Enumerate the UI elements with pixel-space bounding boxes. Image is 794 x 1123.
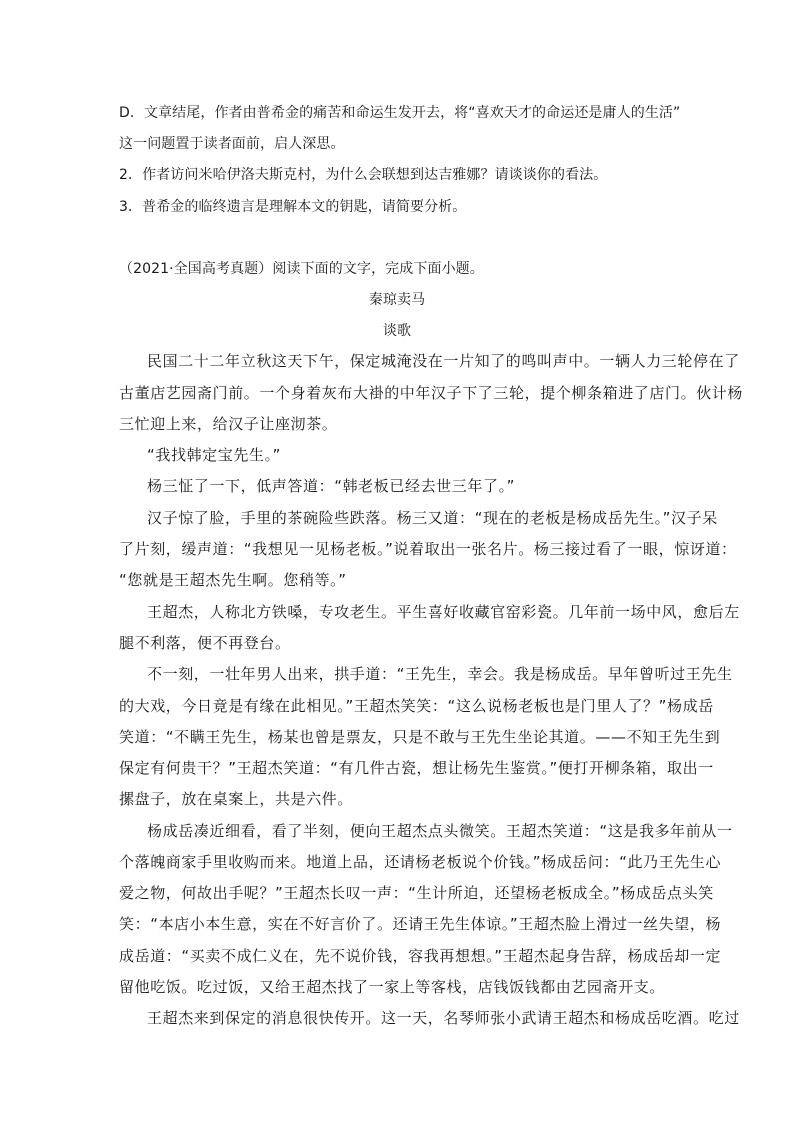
passage-line: 的大戏，今日竟是有缘在此相见。”王超杰笑笑：“这么说杨老板也是门里人了？”杨成岳 xyxy=(119,697,714,715)
option-d-line-2: 这一问题置于读者面前，启人深思。 xyxy=(119,136,345,152)
question-2: 2．作者访问米哈伊洛夫斯克村，为什么会联想到达吉雅娜？请谈谈你的看法。 xyxy=(119,167,608,183)
question-3: 3．普希金的临终遗言是理解本文的钥匙，请简要分析。 xyxy=(119,199,467,215)
passage-line: 古董店艺园斋门前。一个身着灰布大褂的中年汉子下了三轮，提个柳条箱进了店门。伙计杨 xyxy=(119,384,744,402)
passage-line: 王超杰，人称北方铁嗓，专攻老生。平生喜好收藏官窑彩瓷。几年前一场中风，愈后左 xyxy=(147,603,740,621)
passage-line: 杨成岳凑近细看，看了半刻，便向王超杰点头微笑。王超杰笑道：“这是我多年前从一 xyxy=(147,822,733,840)
passage-line: 成岳道：“买卖不成仁义在，先不说价钱，容我再想想。”王超杰起身告辞，杨成岳却一定 xyxy=(119,947,722,965)
passage-line: 个落魄商家手里收购而来。地道上品，还请杨老板说个价钱。”杨成岳问：“此乃王先生心 xyxy=(119,853,722,871)
option-d-line-1: D．文章结尾，作者由普希金的痛苦和命运生发开去，将“喜欢天才的命运还是庸人的生活” xyxy=(119,105,681,121)
passage-line: 了片刻，缓声道：“我想见一见杨老板。”说着取出一张名片。杨三接过看了一眼，惊讶道： xyxy=(119,540,737,558)
passage-line: 民国二十二年立秋这天下午，保定城淹没在一片知了的鸣叫声中。一辆人力三轮停在了 xyxy=(147,352,740,370)
passage-title: 秦琼卖马 xyxy=(368,292,426,308)
passage-line: 笑：“本店小本生意，实在不好言价了。还请王先生体谅。”王超杰脸上滑过一丝失望，杨 xyxy=(119,915,722,933)
passage-intro: （2021·全国高考真题）阅读下面的文字，完成下面小题。 xyxy=(119,261,484,277)
passage-line: 腿不利落，便不再登台。 xyxy=(119,634,291,652)
passage-line: 不一刻，一壮年男人出来，拱手道：“王先生，幸会。我是杨成岳。早年曾听过王先生 xyxy=(147,665,733,683)
passage-line: 汉子惊了脸，手里的茶碗险些跌落。杨三又道：“现在的老板是杨成岳先生。”汉子呆 xyxy=(147,509,718,527)
passage-line: 爱之物，何故出手呢？”王超杰长叹一声：“生计所迫，还望杨老板成全。”杨成岳点头笑 xyxy=(119,884,714,902)
passage-line: 留他吃饭。吃过饭，又给王超杰找了一家上等客栈，店钱饭钱都由艺园斋开支。 xyxy=(119,978,666,996)
passage-line: “我找韩定宝先生。” xyxy=(147,446,282,464)
passage-line: 笑道：“不瞒王先生，杨某也曾是票友，只是不敢与王先生坐论其道。——不知王先生到 xyxy=(119,728,721,746)
passage-line: 摞盘子，放在桌案上，共是六件。 xyxy=(119,790,354,808)
passage-line: 王超杰来到保定的消息很快传开。这一天，名琴师张小武请王超杰和杨成岳吃酒。吃过 xyxy=(147,1009,740,1027)
passage-line: 保定有何贵干？”王超杰笑道：“有几件古瓷，想让杨先生鉴赏。”便打开柳条箱，取出一 xyxy=(119,759,714,777)
passage-line: “您就是王超杰先生啊。您稍等。” xyxy=(119,571,347,589)
passage-line: 杨三怔了一下，低声答道：“韩老板已经去世三年了。” xyxy=(147,477,516,495)
passage-author: 谈歌 xyxy=(382,323,412,339)
passage-line: 三忙迎上来，给汉子让座沏茶。 xyxy=(119,415,338,433)
